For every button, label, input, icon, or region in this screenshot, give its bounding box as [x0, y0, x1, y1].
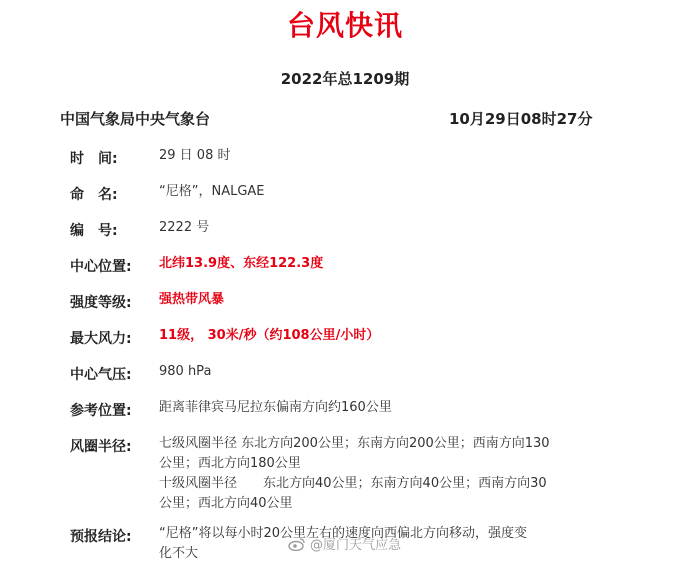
max-wind-value: 11级， 30米/秒（约108公里/小时） — [159, 328, 380, 343]
time-label: 时 间: — [70, 151, 118, 167]
intensity-label: 强度等级: — [70, 295, 132, 311]
publish-time: 10月29日08时27分 — [449, 110, 593, 128]
pressure-label: 中心气压: — [70, 367, 132, 383]
intensity-value: 强热带风暴 — [159, 292, 225, 307]
watermark-text: @厦门天气应急 — [310, 538, 402, 553]
center-position-label: 中心位置: — [70, 259, 132, 275]
time-value: 29 日 08 时 — [159, 148, 231, 163]
reference-position-label: 参考位置: — [70, 403, 132, 419]
center-position-value: 北纬13.9度、东经122.3度 — [159, 256, 324, 271]
wind-radius-label: 风圈半径: — [70, 439, 132, 455]
wind-radius-line: 七级风圈半径 东北方向200公里；东南方向200公里；西南方向130 — [159, 436, 550, 451]
wind-radius-line: 十级风圈半径 东北方向40公里；东南方向40公里；西南方向30 — [159, 476, 547, 491]
max-wind-label: 最大风力: — [70, 331, 132, 347]
wind-radius-line: 公里；西北方向40公里 — [159, 496, 293, 511]
weibo-watermark — [288, 534, 401, 553]
forecast-label: 预报结论: — [70, 529, 132, 545]
weibo-logo-icon — [288, 537, 306, 551]
page-title: 台风快讯 — [286, 9, 403, 42]
forecast-line: 化不大 — [159, 546, 199, 561]
wind-radius-line: 公里；西北方向180公里 — [159, 456, 301, 471]
forecast-line: “尼格”将以每小时20公里左右的速度向西偏北方向移动，强度变 — [159, 526, 528, 541]
number-value: 2222 号 — [159, 220, 210, 235]
pressure-value: 980 hPa — [159, 364, 212, 379]
number-label: 编 号: — [70, 223, 118, 239]
issue-number: 2022年总1209期 — [280, 70, 410, 88]
reference-position-value: 距离菲律宾马尼拉东偏南方向约160公里 — [159, 400, 392, 415]
wind-radius-value — [159, 434, 589, 514]
name-value: “尼格”，NALGAE — [159, 184, 265, 199]
issuing-organization: 中国气象局中央气象台 — [60, 110, 211, 128]
name-label: 命 名: — [70, 187, 118, 203]
